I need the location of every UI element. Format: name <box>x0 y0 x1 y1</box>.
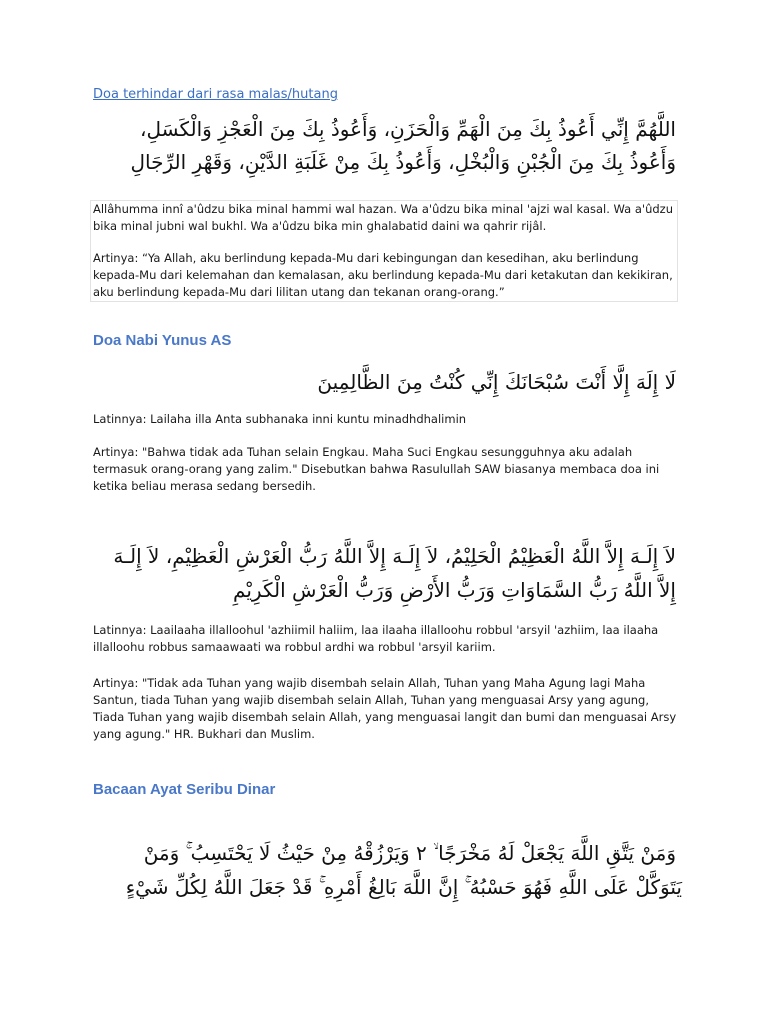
arabic-text-nabi-yunus: لَا إِلَهَ إِلَّا أَنْتَ سُبْحَانَكَ إِنِّي كُنْتُ مِنَ الظَّالِمِينَ <box>317 370 676 394</box>
section-title-malas-hutang[interactable]: Doa terhindar dari rasa malas/hutang <box>93 87 338 102</box>
latin-text-laa-ilaaha: Latinnya: Laailaaha illalloohul 'azhiimil haliim, laa ilaaha illalloohu robbul 'arsyil 'azhiim, laa ilaaha illalloohu robbus samaawaati wa robbul ardhi wa robbul 'arsyil kariim. <box>93 623 659 654</box>
meaning-text-nabi-yunus: Artinya: "Bahwa tidak ada Tuhan selain Engkau. Maha Suci Engkau sesungguhnya aku adalah termasuk orang-orang yang zalim." Disebutkan bahwa Rasulullah SAW biasanya membaca doa ini ketika beliau merasa sedang bersedih. <box>93 445 660 493</box>
arabic-text-malas-line2: وَأَعُوذُ بِكَ مِنَ الْجُبْنِ وَالْبُخْلِ، وَأَعُوذُ بِكَ مِنْ غَلَبَةِ الدَّيْنِ، وَقَهْرِ الرِّجَالِ <box>130 150 676 174</box>
arabic-text-malas-line1: اللَّهُمَّ إِنِّي أَعُوذُ بِكَ مِنَ الْهَمِّ وَالْحَزَنِ، وَأَعُوذُ بِكَ مِنَ الْعَجْزِ وَالْكَسَلِ، <box>140 117 676 141</box>
arabic-text-laa-ilaaha-line2: إِلاَّ اللَّهُ رَبُّ السَّمَاوَاتِ وَرَبُّ الأَرْضِ وَرَبُّ الْعَرْشِ الْكَرِيْمِ <box>233 578 676 602</box>
latin-text-malas: Allâhumma innî a'ûdzu bika minal hammi wal hazan. Wa a'ûdzu bika minal 'ajzi wal kasal. Wa a'ûdzu bika minal jubni wal bukhl. Wa a'ûdzu bika min ghalabatid daini wa qahrir rijâl. <box>93 202 673 233</box>
latin-text-nabi-yunus: Latinnya: Lailaha illa Anta subhanaka inni kuntu minadhdhalimin <box>93 412 467 426</box>
meaning-text-laa-ilaaha: Artinya: "Tidak ada Tuhan yang wajib disembah selain Allah, Tuhan yang Maha Agung lagi Maha Santun, tiada Tuhan yang wajib disembah selain Allah, Tuhan yang menguasai Arsy yang agung, Tiada Tuhan yang wajib disembah selain Allah, yang menguasai langit dan bumi dan menguasai Arsy yang agung." HR. Bukhari dan Muslim. <box>93 676 677 741</box>
arabic-text-laa-ilaaha-line1: لاَ إِلَـهَ إِلاَّ اللَّهُ الْعَظِيْمُ الْحَلِيْمُ، لاَ إِلَـهَ إِلاَّ اللَّهُ رَبُّ الْعَرْشِ الْعَظِيْمِ، لاَ إِلَـهَ <box>113 544 676 568</box>
meaning-text-malas: Artinya: “Ya Allah, aku berlindung kepada-Mu dari kebingungan dan kesedihan, aku berlindung kepada-Mu dari kelemahan dan kemalasan, aku berlindung kepada-Mu dari ketakutan dan kekikiran, aku berlindung kepada-Mu dari lilitan utang dan tekanan orang-orang.” <box>93 251 673 299</box>
arabic-text-seribu-dinar-line1: وَمَنْ يَتَّقِ اللَّهَ يَجْعَلْ لَهُ مَخْرَجًا ۙ ٢ وَيَرْزُقْهُ مِنْ حَيْثُ لَا يَحْتَسِبُ ۚ وَمَنْ <box>143 841 676 865</box>
section-title-ayat-seribu-dinar: Bacaan Ayat Seribu Dinar <box>93 781 276 798</box>
section-title-nabi-yunus: Doa Nabi Yunus AS <box>93 332 232 349</box>
arabic-text-seribu-dinar-line2: يَتَوَكَّلْ عَلَى اللَّهِ فَهُوَ حَسْبُهُ ۚ إِنَّ اللَّهَ بَالِغُ أَمْرِهِ ۚ قَدْ جَعَلَ اللَّهُ لِكُلِّ شَيْءٍ <box>125 875 682 899</box>
